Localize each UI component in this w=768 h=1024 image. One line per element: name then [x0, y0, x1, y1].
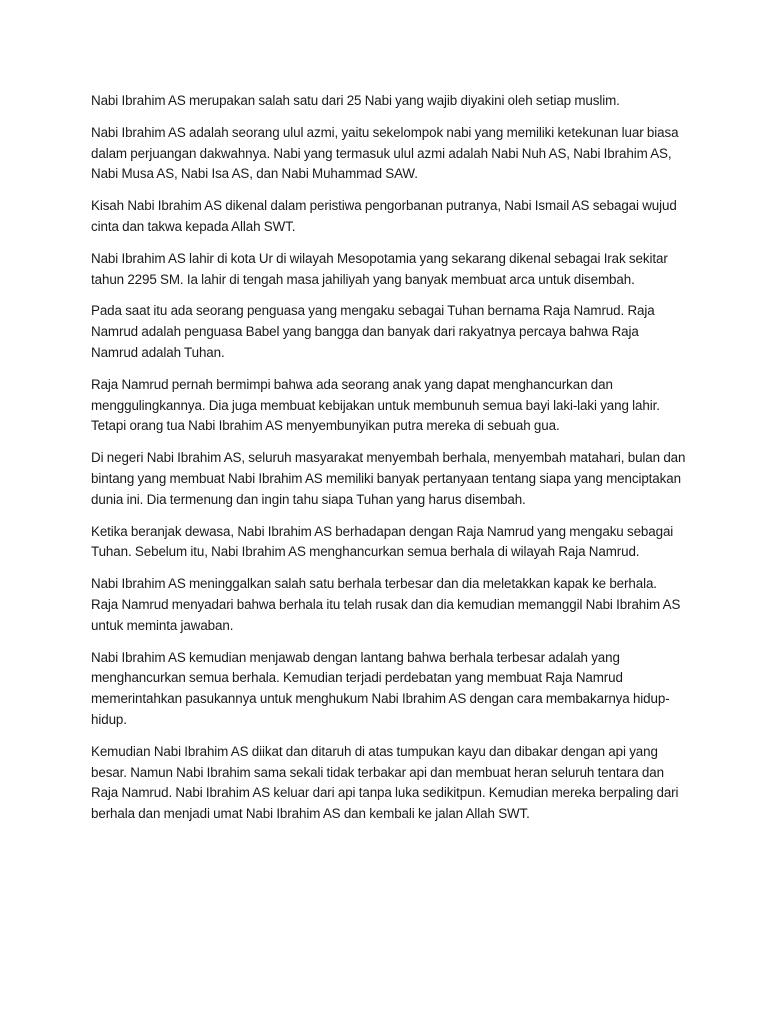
paragraph-8: Ketika beranjak dewasa, Nabi Ibrahim AS berhadapan dengan Raja Namrud yang mengaku sebagai Tuhan. Sebelum itu, Nabi Ibrahim AS menghancurkan semua berhala di wilayah Raja Namrud.: [91, 523, 674, 560]
paragraph-6: Raja Namrud pernah bermimpi bahwa ada seorang anak yang dapat menghancurkan dan menggulingkannya. Dia juga membuat kebijakan untuk membunuh semua bayi laki-laki yang lahir. Tetapi orang tua Nabi Ibrahim AS menyembunyikan putra mereka di sebuah gua.: [91, 376, 660, 434]
paragraph-1: Nabi Ibrahim AS merupakan salah satu dari 25 Nabi yang wajib diyakini oleh setiap muslim.: [91, 93, 620, 108]
paragraph-3: Kisah Nabi Ibrahim AS dikenal dalam peristiwa pengorbanan putranya, Nabi Ismail AS sebagai wujud cinta dan takwa kepada Allah SWT.: [91, 198, 677, 234]
paragraph-7: Di negeri Nabi Ibrahim AS, seluruh masyarakat menyembah berhala, menyembah matahari, bulan dan bintang yang membuat Nabi Ibrahim AS memiliki banyak pertanyaan tentang siapa yang menciptakan dunia ini. Dia termenung dan ingin tahu siapa Tuhan yang harus disembah.: [91, 450, 686, 507]
document-body: [91, 91, 687, 836]
paragraph-2: Nabi Ibrahim AS adalah seorang ulul azmi, yaitu sekelompok nabi yang memiliki ketekunan luar biasa dalam perjuangan dakwahnya. Nabi yang termasuk ulul azmi adalah Nabi Nuh AS, Nabi Ibrahim AS, Nabi Musa AS, Nabi Isa AS, dan Nabi Muhammad SAW.: [91, 124, 679, 182]
paragraph-10: Nabi Ibrahim AS kemudian menjawab dengan lantang bahwa berhala terbesar adalah yang menghancurkan semua berhala. Kemudian terjadi perdebatan yang membuat Raja Namrud memerintahkan pasukannya untuk menghukum Nabi Ibrahim AS dengan cara membakarnya hidup-hidup.: [91, 649, 670, 727]
paragraph-9: Nabi Ibrahim AS meninggalkan salah satu berhala terbesar dan dia meletakkan kapak ke berhala. Raja Namrud menyadari bahwa berhala itu telah rusak dan dia kemudian memanggil Nabi Ibrahim AS untuk meminta jawaban.: [91, 576, 681, 633]
paragraph-11: Kemudian Nabi Ibrahim AS diikat dan ditaruh di atas tumpukan kayu dan dibakar dengan api yang besar. Namun Nabi Ibrahim sama sekali tidak terbakar api dan membuat heran seluruh tentara dan Raja Namrud. Nabi Ibrahim AS keluar dari api tanpa luka sedikitpun. Kemudian mereka berpaling dari berhala dan menjadi umat Nabi Ibrahim AS dan kembali ke jalan Allah SWT.: [91, 743, 679, 822]
paragraph-5: Pada saat itu ada seorang penguasa yang mengaku sebagai Tuhan bernama Raja Namrud. Raja Namrud adalah penguasa Babel yang bangga dan banyak dari rakyatnya percaya bahwa Raja Namrud adalah Tuhan.: [91, 303, 655, 360]
paragraph-4: Nabi Ibrahim AS lahir di kota Ur di wilayah Mesopotamia yang sekarang dikenal sebagai Irak sekitar tahun 2295 SM. Ia lahir di tengah masa jahiliyah yang banyak membuat arca untuk disembah.: [91, 250, 668, 287]
